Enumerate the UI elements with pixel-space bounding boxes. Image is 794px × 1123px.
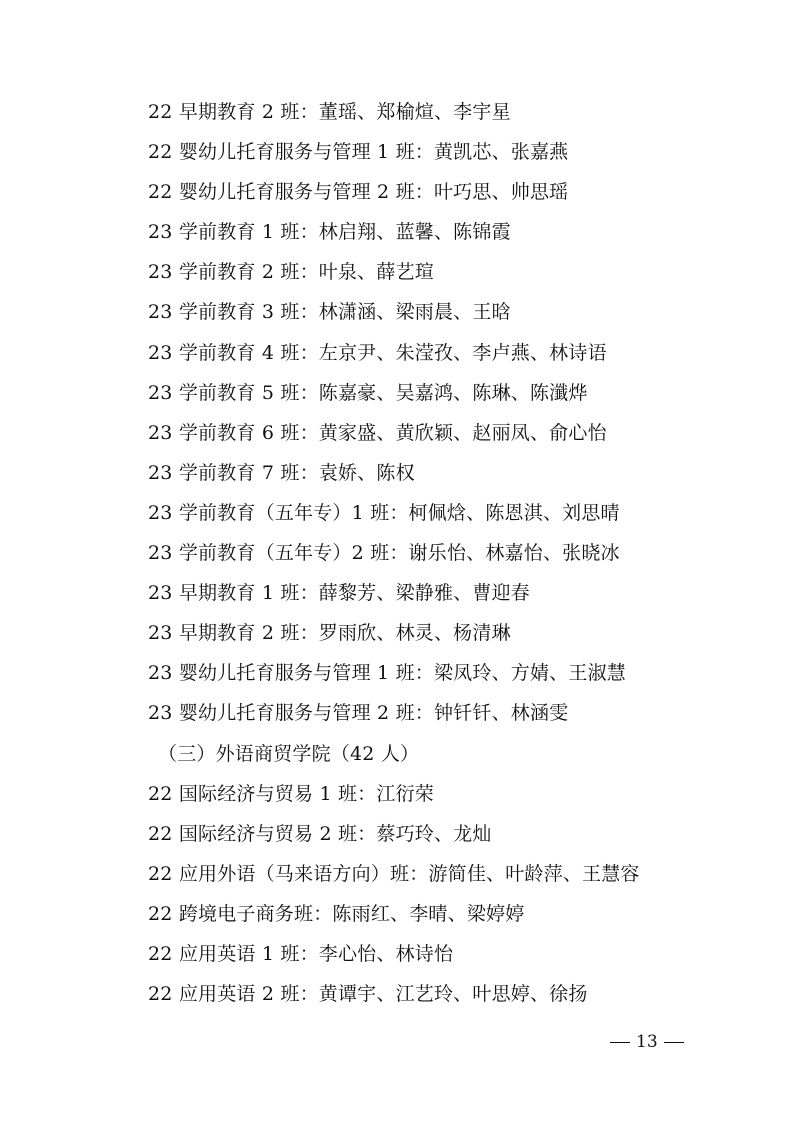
class-award-line: 23 学前教育 6 班：黄家盛、黄欣颖、赵丽凤、俞心怡 (148, 421, 607, 444)
class-award-line: 23 早期教育 2 班：罗雨欣、林灵、杨清琳 (148, 622, 511, 645)
class-award-line: 22 应用英语 2 班：黄谭宇、江艺玲、叶思婷、徐扬 (148, 983, 588, 1006)
class-award-line: 22 婴幼儿托育服务与管理 1 班：黄凯芯、张嘉燕 (148, 141, 569, 164)
class-award-line: 23 婴幼儿托育服务与管理 1 班：梁凤玲、方婧、王淑慧 (148, 662, 626, 685)
footer-dash-right (664, 1042, 684, 1043)
award-list (148, 92, 768, 1014)
class-award-line: 22 国际经济与贸易 1 班：江衍荣 (148, 782, 434, 805)
class-award-line: 22 早期教育 2 班：董瑶、郑榆煊、李宇星 (148, 101, 511, 123)
footer-dash-left (610, 1042, 630, 1043)
section-heading: （三）外语商贸学院（42 人） (158, 742, 420, 765)
class-award-line: 23 早期教育 1 班：薛黎芳、梁静雅、曹迎春 (148, 582, 530, 605)
class-award-line: 23 学前教育 3 班：林潇涵、梁雨晨、王晗 (148, 301, 511, 324)
class-award-line: 22 应用外语（马来语方向）班：游简佳、叶龄萍、王慧容 (148, 862, 640, 885)
class-award-line: 23 学前教育（五年专）2 班：谢乐怡、林嘉怡、张晓冰 (148, 542, 620, 565)
class-award-line: 22 国际经济与贸易 2 班：蔡巧玲、龙灿 (148, 822, 492, 845)
page-number: 13 (636, 1032, 658, 1052)
class-award-line: 23 学前教育 7 班：袁娇、陈权 (148, 461, 415, 484)
class-award-line: 23 学前教育 5 班：陈嘉豪、吴嘉鸿、陈琳、陈瀸烨 (148, 381, 588, 404)
class-award-line: 22 婴幼儿托育服务与管理 2 班：叶巧思、帅思瑶 (148, 181, 569, 204)
page-footer (610, 1030, 684, 1054)
class-award-line: 23 学前教育 1 班：林启翔、蓝馨、陈锦霞 (148, 221, 511, 244)
class-award-line: 22 跨境电子商务班：陈雨红、李晴、梁婷婷 (148, 902, 525, 925)
class-award-line: 23 学前教育 2 班：叶泉、薛艺瑄 (148, 261, 434, 284)
class-award-line: 23 婴幼儿托育服务与管理 2 班：钟钎钎、林涵雯 (148, 702, 569, 725)
class-award-line: 22 应用英语 1 班：李心怡、林诗怡 (148, 942, 454, 965)
class-award-line: 23 学前教育（五年专）1 班：柯佩焓、陈恩淇、刘思晴 (148, 501, 620, 524)
class-award-line: 23 学前教育 4 班：左京尹、朱滢孜、李卢燕、林诗语 (148, 341, 607, 364)
